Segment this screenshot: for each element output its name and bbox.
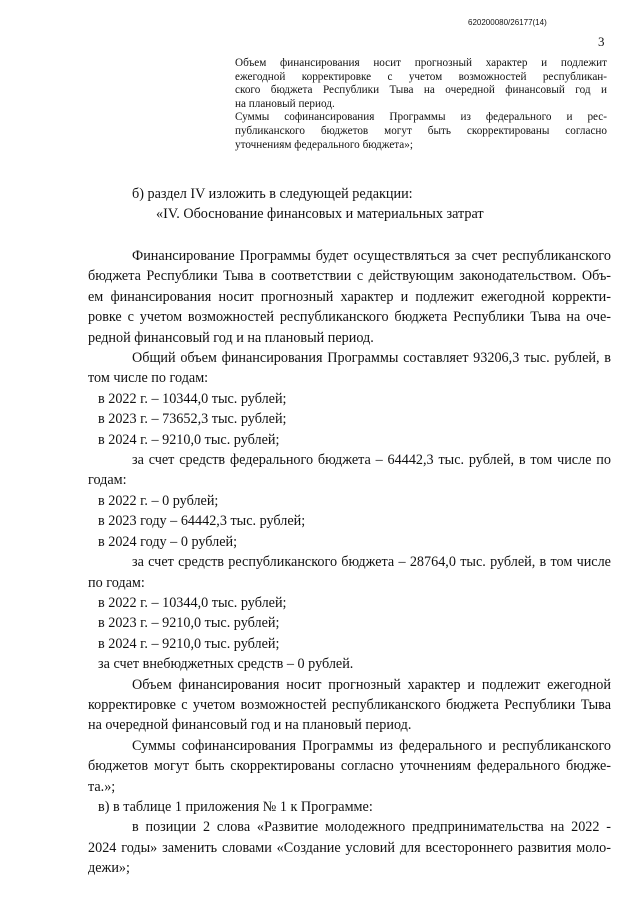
amendment-item-b: б) раздел IV изложить в следующей редакции: (132, 186, 413, 202)
body-line: ровке с учетом возможностей республиканского бюджета Республики Тыва на оче- (88, 309, 611, 326)
body-line: в 2023 году – 64442,3 тыс. рублей; (98, 513, 306, 530)
body-line: Общий объем финансирования Программы составляет 93206,3 тыс. рублей, в (132, 350, 611, 367)
body-line: по годам: (88, 574, 145, 591)
quote-line: Объем финансирования носит прогнозный характер и подлежит (235, 57, 607, 69)
quote-line: на плановый период. (235, 97, 335, 110)
body-line: ем финансирования носит прогнозный характер и подлежит ежегодной корректи- (88, 288, 611, 305)
body-line: за счет средств республиканского бюджета – 28764,0 тыс. рублей, в том числе (132, 554, 611, 571)
body-line: Суммы софинансирования Программы из федерального и республиканского (132, 737, 611, 754)
document-number: 620200080/26177(14) (468, 18, 547, 27)
quote-line: ского бюджета Республики Тыва на очередной финансовый год и (235, 84, 607, 97)
body-line: в) в таблице 1 приложения № 1 к Программе: (98, 798, 373, 815)
body-line: Объем финансирования носит прогнозный характер и подлежит ежегодной (132, 676, 611, 693)
body-line: в 2024 году – 0 рублей; (98, 533, 238, 550)
body-line: дежи»; (88, 860, 130, 877)
body-line: годам: (88, 472, 127, 489)
body-line: Финансирование Программы будет осуществляться за счет республиканского (132, 248, 611, 264)
body-line: редной финансовый год и на плановый период. (88, 329, 374, 346)
body-line: 2024 годы» заменить словами «Создание условий для всестороннего развития моло- (88, 839, 611, 856)
body-line: бюджетов могут быть скорректированы согласно уточнениям федерального бюдже- (88, 758, 611, 775)
quoted-text-block (235, 57, 607, 152)
body-line: в 2023 г. – 9210,0 тыс. рублей; (98, 615, 280, 632)
body-line: в 2022 г. – 10344,0 тыс. рублей; (98, 594, 287, 611)
quote-line: Суммы софинансирования Программы из федерального и рес- (235, 111, 607, 124)
body-line: корректировке с учетом возможностей республиканского бюджета Республики Тыва (88, 696, 611, 713)
body-line: в 2024 г. – 9210,0 тыс. рублей; (98, 431, 280, 448)
body-line: в 2022 г. – 10344,0 тыс. рублей; (98, 390, 287, 407)
body-line: в 2023 г. – 73652,3 тыс. рублей; (98, 411, 287, 428)
body-line: бюджета Республики Тыва в соответствии с действующим законодательством. Объ- (88, 268, 611, 285)
body-line: том числе по годам: (88, 370, 209, 387)
quote-line: публиканского бюджетов могут быть скорректированы согласно (235, 124, 607, 137)
body-line: в 2024 г. – 9210,0 тыс. рублей; (98, 635, 280, 652)
body-text (88, 246, 611, 879)
body-line: та.»; (88, 778, 116, 795)
quote-line: уточнениям федерального бюджета»; (235, 138, 413, 151)
quote-line: ежегодной корректировке с учетом возможностей республикан- (235, 70, 607, 83)
body-line: за счет внебюджетных средств – 0 рублей. (98, 656, 354, 673)
body-line: в позиции 2 слова «Развитие молодежного предпринимательства на 2022 - (132, 819, 611, 836)
section-heading: «IV. Обоснование финансовых и материальных затрат (156, 206, 484, 222)
page-number: 3 (598, 34, 605, 49)
body-line: на очередной финансовый год и на плановый период. (88, 717, 412, 734)
body-line: в 2022 г. – 0 рублей; (98, 492, 219, 509)
body-line: за счет средств федерального бюджета – 64442,3 тыс. рублей, в том числе по (132, 452, 611, 469)
